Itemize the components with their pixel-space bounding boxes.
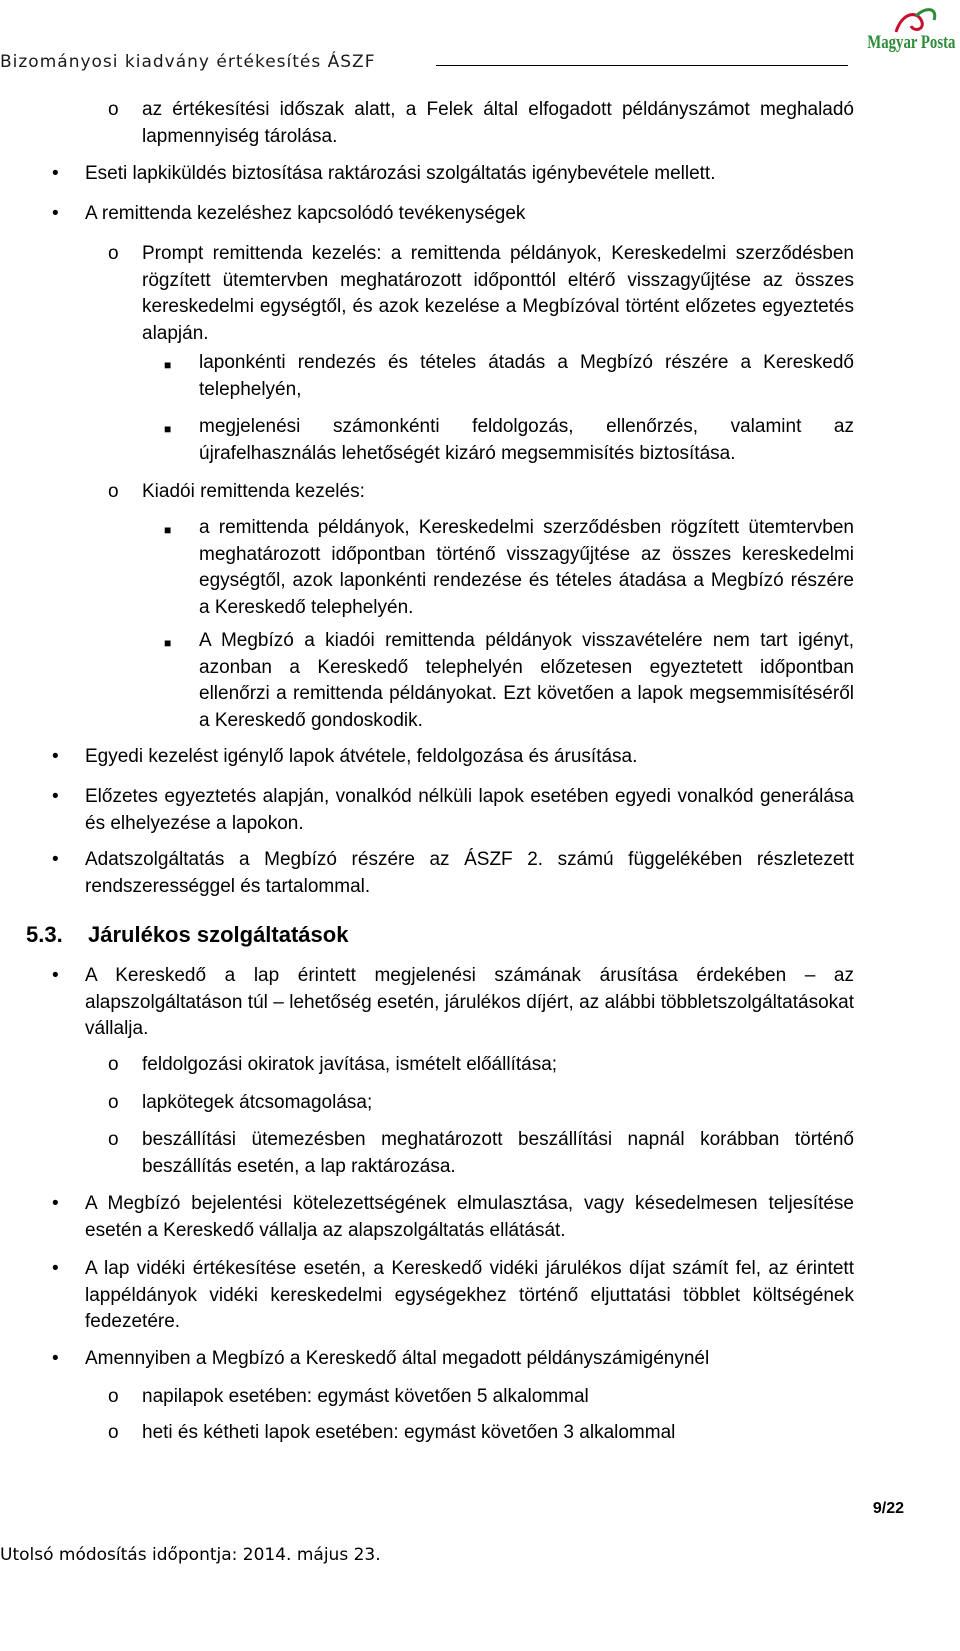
square-bullet: ■ — [164, 636, 172, 650]
paragraph: heti és kétheti lapok esetében: egymást követően 3 alkalommal — [142, 1422, 676, 1443]
paragraph: megjelenési számonkénti feldolgozás, ellenőrzés, valamint az újrafelhasználás lehetőségét kizáró megsemmisítés biztosítása. — [199, 416, 854, 464]
circle-bullet: o — [108, 1422, 119, 1443]
square-bullet: ■ — [164, 422, 172, 436]
dot-bullet: • — [52, 965, 59, 986]
section-title: Járulékos szolgáltatások — [88, 922, 349, 947]
paragraph: A remittenda kezeléshez kapcsolódó tevékenységek — [85, 203, 526, 224]
logo-text: Magyar Posta — [867, 32, 956, 53]
paragraph: A Kereskedő a lap érintett megjelenési számának árusítása érdekében – az alapszolgáltatáson túl – lehetőség esetén, járulékos díjért, az alábbi többletszolgáltatásokat vállalja. — [85, 965, 854, 1039]
paragraph: feldolgozási okiratok javítása, ismételt előállítása; — [142, 1054, 558, 1075]
paragraph: beszállítási ütemezésben meghatározott beszállítási napnál korábban történő beszállítás esetén, a lap raktározása. — [142, 1129, 854, 1177]
paragraph: Adatszolgáltatás a Megbízó részére az ÁSZF 2. számú függelékében részletezett rendszerességgel és tartalommal. — [85, 849, 854, 897]
paragraph: az értékesítési időszak alatt, a Felek által elfogadott példányszámot meghaladó lapmennyiség tárolása. — [142, 99, 854, 147]
circle-bullet: o — [108, 243, 119, 264]
page-number: 9/22 — [872, 1500, 904, 1517]
circle-bullet: o — [108, 1092, 119, 1113]
paragraph: lapkötegek átcsomagolása; — [142, 1092, 373, 1113]
paragraph: a remittenda példányok, Kereskedelmi szerződésben rögzített ütemtervben meghatározott időpontban történő visszagyűjtése az összes kereskedelmi egységtől, azok laponkénti rendezése és tételes átadása a Megbízó részére a Kereskedő telephelyén. — [199, 517, 854, 618]
document-header-title: Bizományosi kiadvány értékesítés ÁSZF — [0, 52, 376, 72]
circle-bullet: o — [108, 99, 119, 120]
dot-bullet: • — [52, 746, 59, 767]
paragraph: laponkénti rendezés és tételes átadás a Megbízó részére a Kereskedő telephelyén, — [199, 352, 854, 400]
paragraph: Eseti lapkiküldés biztosítása raktározási szolgáltatás igénybevétele mellett. — [85, 163, 716, 184]
paragraph: Prompt remittenda kezelés: a remittenda példányok, Kereskedelmi szerződésben rögzített ütemtervben meghatározott időponttól eltérő visszagyűjtése az összes kereskedelmi egységtől, és azok kezelése a Megbízóval történt előzetes egyeztetés alapján. — [142, 243, 854, 344]
square-bullet: ■ — [164, 523, 172, 537]
paragraph: Egyedi kezelést igénylő lapok átvétele, feldolgozása és árusítása. — [85, 746, 638, 767]
dot-bullet: • — [52, 1193, 59, 1214]
section-heading — [26, 922, 348, 948]
magyar-posta-logo — [856, 2, 958, 64]
circle-bullet: o — [108, 1129, 119, 1150]
paragraph: A Megbízó a kiadói remittenda példányok visszavételére nem tart igényt, azonban a Kereskedő telephelyén előzetesen egyeztetett időpontban ellenőrzi a remittenda példányokat. Ezt követően a lapok megsemmisítéséről a Kereskedő gondoskodik. — [199, 630, 854, 731]
dot-bullet: • — [52, 203, 59, 224]
paragraph: napilapok esetében: egymást követően 5 alkalommal — [142, 1386, 589, 1407]
dot-bullet: • — [52, 1348, 59, 1369]
paragraph: Amennyiben a Megbízó a Kereskedő által megadott példányszámigénynél — [85, 1348, 710, 1369]
dot-bullet: • — [52, 786, 59, 807]
dot-bullet: • — [52, 1258, 59, 1279]
paragraph: A Megbízó bejelentési kötelezettségének elmulasztása, vagy késedelmesen teljesítése esetén a Kereskedő vállalja az alapszolgáltatás ellátását. — [85, 1193, 854, 1241]
circle-bullet: o — [108, 1054, 119, 1075]
paragraph: A lap vidéki értékesítése esetén, a Kereskedő vidéki járulékos díjat számít fel, az érintett lappéldányok vidéki kereskedelmi egységekhez történő eljuttatási többlet költségének fedezetére. — [85, 1258, 854, 1332]
section-number: 5.3. — [26, 922, 63, 947]
circle-bullet: o — [108, 481, 119, 502]
dot-bullet: • — [52, 849, 59, 870]
paragraph: Előzetes egyeztetés alapján, vonalkód nélküli lapok esetében egyedi vonalkód generálása és elhelyezése a lapokon. — [85, 786, 854, 834]
square-bullet: ■ — [164, 358, 172, 372]
paragraph: Kiadói remittenda kezelés: — [142, 481, 365, 502]
circle-bullet: o — [108, 1386, 119, 1407]
dot-bullet: • — [52, 163, 59, 184]
header-rule — [436, 65, 848, 66]
footer-modified-date: Utolsó módosítás időpontja: 2014. május 23. — [0, 1545, 381, 1565]
